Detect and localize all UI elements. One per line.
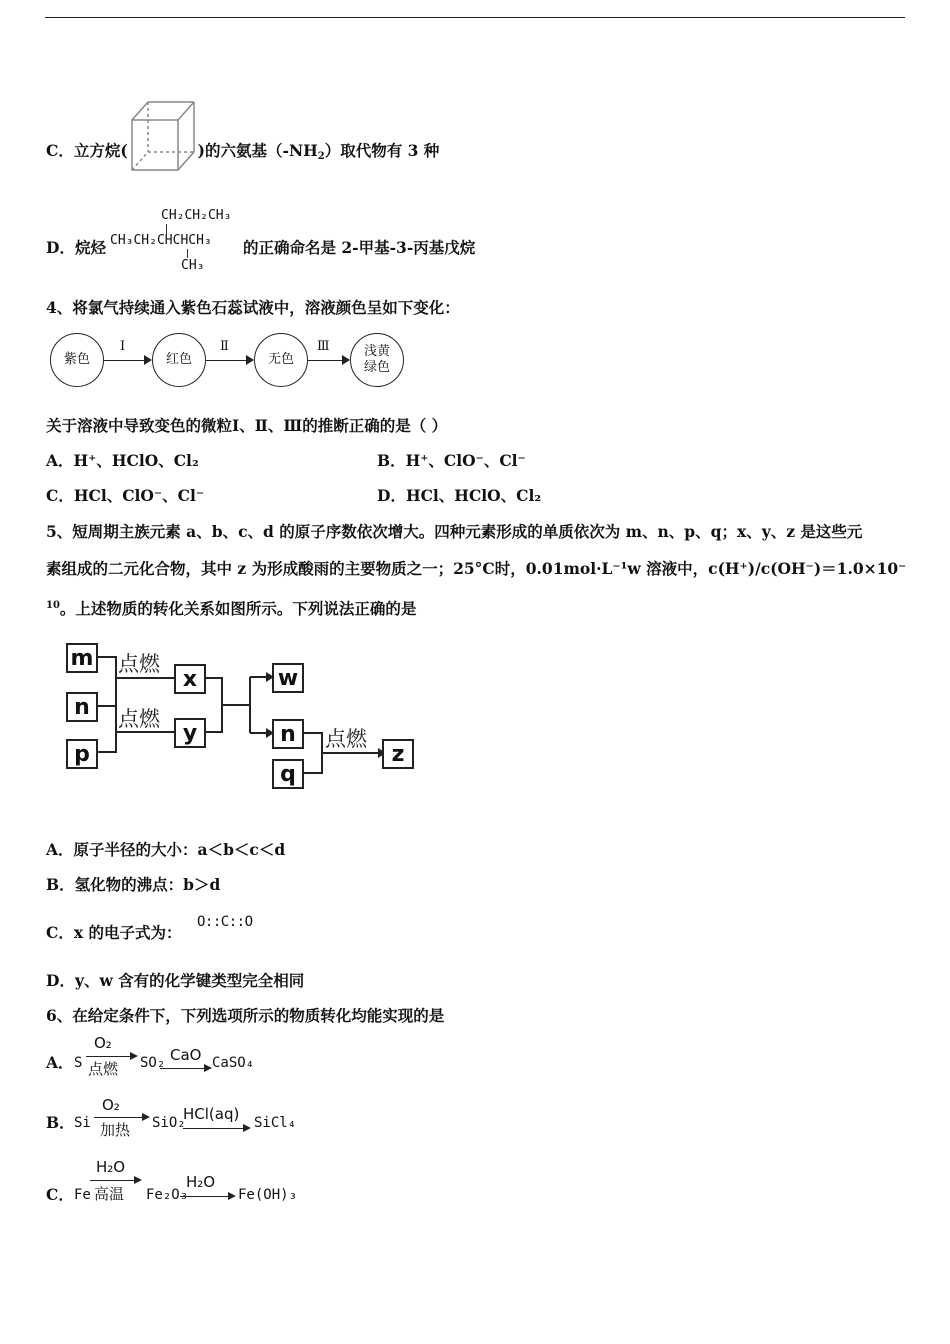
q4-option-b: B．H⁺、ClO⁻、Cl⁻ <box>377 451 526 470</box>
q6-c-bot1: 高温 <box>94 1185 125 1203</box>
q6-c-s1: Fe <box>74 1187 91 1203</box>
q6-a-bot1: 点燃 <box>88 1060 119 1078</box>
q5-option-a: A．原子半径的大小：a＜b＜c＜d <box>46 840 286 859</box>
alkane-bottom-branch: CH₃ <box>181 258 205 273</box>
q6-stem: 6、在给定条件下，下列选项所示的物质转化均能实现的是 <box>46 1006 445 1025</box>
q5-option-c: C．x 的电子式为： <box>46 923 182 942</box>
q6-b-top1: O₂ <box>102 1096 120 1114</box>
q6-c-top2: H₂O <box>186 1173 216 1191</box>
q4-option-d: D．HCl、HClO、Cl₂ <box>377 486 542 505</box>
flow-step-3: Ⅲ <box>317 339 330 354</box>
q5-option-d: D．y、w 含有的化学键类型完全相同 <box>46 971 305 990</box>
q3-c-sub: 2 <box>317 151 325 162</box>
box-p: p <box>66 739 98 769</box>
q6-option-c-label: C． <box>46 1185 74 1204</box>
q6-a-s2: SO₂ <box>140 1055 166 1071</box>
box-x: x <box>174 664 206 694</box>
q6-a-s3: CaSO₄ <box>212 1055 255 1071</box>
q5-option-b: B．氢化物的沸点：b＞d <box>46 875 221 894</box>
q6-b-arrow2 <box>183 1128 245 1129</box>
box-m: m <box>66 643 98 673</box>
box-n: n <box>66 692 98 722</box>
color-label-green: 绿色 <box>363 360 390 375</box>
co2-electron-formula: O::C::O <box>197 914 253 930</box>
alkane-top-branch: CH₂CH₂CH₃ <box>161 208 232 223</box>
label-ignite-1: 点燃 <box>118 652 160 676</box>
q6-c-arrow2 <box>180 1196 230 1197</box>
q6-c-top1: H₂O <box>96 1158 126 1176</box>
q6-b-bot1: 加热 <box>100 1121 131 1139</box>
q6-a-arrowhead2 <box>204 1064 212 1072</box>
q6-a-top1: O₂ <box>94 1034 112 1052</box>
color-circle-purple: 紫色 <box>50 333 104 387</box>
q6-b-s3: SiCl₄ <box>254 1115 297 1131</box>
box-z: z <box>382 739 414 769</box>
box-q: q <box>272 759 304 789</box>
flow-step-1: Ⅰ <box>120 339 126 354</box>
q6-b-top2: HCl(aq) <box>183 1105 240 1123</box>
q6-a-arrow2 <box>160 1068 206 1069</box>
flow-step-2: Ⅱ <box>220 339 229 354</box>
q5-stem-line3-text: 。上述物质的转化关系如图所示。下列说法正确的是 <box>59 599 417 618</box>
q6-a-arrowhead1 <box>130 1052 138 1060</box>
q4-question: 关于溶液中导致变色的微粒Ⅰ、Ⅱ、Ⅲ的推断正确的是（ ） <box>46 416 448 435</box>
q5-stem-line2: 素组成的二元化合物，其中 z 为形成酸雨的主要物质之一；25°C时，0.01mol·L⁻¹w 溶液中，c(H⁺)/c(OH⁻)＝1.0×10⁻ <box>46 559 907 578</box>
box-n-2: n <box>272 719 304 749</box>
alkane-main-chain: CH₃CH₂CHCHCH₃ <box>110 233 212 248</box>
q6-b-arrowhead2 <box>243 1124 251 1132</box>
q3-option-d-post: 的正确命名是 2-甲基-3-丙基戊烷 <box>243 238 476 257</box>
q3-c-pre: C．立方烷( <box>46 141 128 160</box>
q6-b-arrowhead1 <box>142 1113 150 1121</box>
q3-c-post2: ）取代物有 3 种 <box>324 141 440 160</box>
q6-b-arrow1 <box>94 1117 144 1118</box>
q6-a-top2: CaO <box>170 1046 202 1064</box>
q6-c-arrowhead1 <box>134 1176 142 1184</box>
q6-c-s3: Fe(OH)₃ <box>238 1187 298 1203</box>
q4-option-a: A．H⁺、HClO、Cl₂ <box>46 451 199 470</box>
color-circle-red: 红色 <box>152 333 206 387</box>
q6-a-s1: S <box>74 1055 83 1071</box>
q6-c-arrow1 <box>90 1180 136 1181</box>
label-ignite-2: 点燃 <box>118 707 160 731</box>
color-circle-colorless: 无色 <box>254 333 308 387</box>
label-ignite-3: 点燃 <box>325 727 367 751</box>
q3-c-post: )的六氨基（-NH <box>197 141 318 160</box>
q5-stem-line1: 5、短周期主族元素 a、b、c、d 的原子序数依次增大。四种元素形成的单质依次为 m、n、p、q；x、y、z 是这些元 <box>46 522 863 541</box>
q6-b-s1: Si <box>74 1115 91 1131</box>
q5-exponent: 10 <box>46 600 60 611</box>
box-y: y <box>174 718 206 748</box>
color-label-pale-yellow: 浅黄 <box>363 344 390 359</box>
q6-option-b-label: B． <box>46 1113 75 1132</box>
box-w: w <box>272 663 304 693</box>
q4-stem: 4、将氯气持续通入紫色石蕊试液中，溶液颜色呈如下变化： <box>46 298 460 317</box>
q6-c-s2: Fe₂O₃ <box>146 1187 189 1203</box>
q6-b-s2: SiO₂ <box>152 1115 186 1131</box>
q6-c-arrowhead2 <box>228 1192 236 1200</box>
q3-option-d-pre: D．烷烃 <box>46 238 106 257</box>
q6-a-arrow1 <box>86 1056 132 1057</box>
q6-option-a-label: A． <box>46 1053 74 1072</box>
q4-option-c: C．HCl、ClO⁻、Cl⁻ <box>46 486 205 505</box>
